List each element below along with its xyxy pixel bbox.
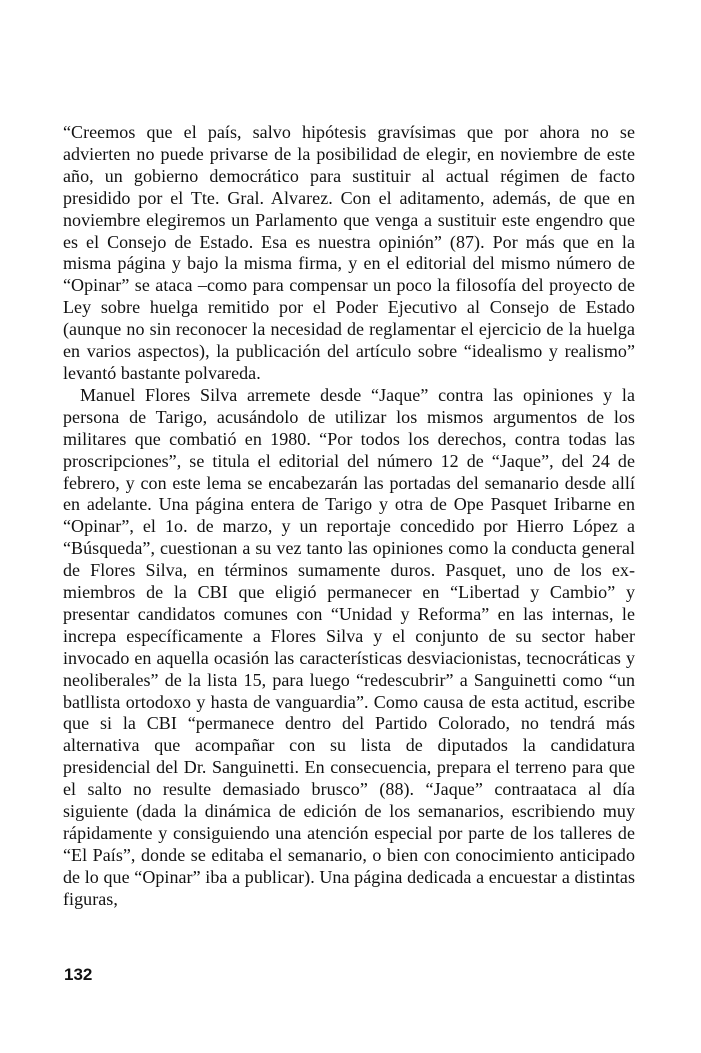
- paragraph-2: Manuel Flores Silva arremete desde “Jaque” contra las opiniones y la persona de Tarigo, acusándolo de utilizar los mismos argumentos de los militares que combatió en 1980. “Por todos los derechos, contra todas las proscripciones”, se titula el editorial del número 12 de “Jaque”, del 24 de febrero, y con este lema se encabezarán las portadas del semanario desde allí en adelante. Una página entera de Tarigo y otra de Ope Pasquet Iribarne en “Opinar”, el 1o. de marzo, y un reportaje concedido por Hierro López a “Búsqueda”, cuestionan a su vez tanto las opiniones como la conducta general de Flores Silva, en términos sumamente duros. Pasquet, uno de los ex-miembros de la CBI que eligió permanecer en “Libertad y Cambio” y presentar candidatos comunes con “Unidad y Reforma” en las internas, le increpa específicamente a Flores Silva y el conjunto de su sector haber invocado en aquella ocasión las características desviacionistas, tecnocráticas y neoliberales” de la lista 15, para luego “redescubrir” a Sanguinetti como “un batllista ortodoxo y hasta de vanguardia”. Como causa de esta actitud, escribe que si la CBI “permanece dentro del Partido Colorado, no tendrá más alternativa que acompañar con su lista de diputados la candidatura presidencial del Dr. Sanguinetti. En consecuencia, prepara el terreno para que el salto no resulte demasiado brusco” (88). “Jaque” contraataca al día siguiente (dada la dinámica de edición de los semanarios, escribiendo muy rápidamente y consiguiendo una atención especial por parte de los talleres de “El País”, donde se editaba el semanario, o bien con conocimiento anticipado de lo que “Opinar” iba a publicar). Una página dedicada a encuestar a distintas figuras,: [63, 384, 635, 909]
- paragraph-1: “Creemos que el país, salvo hipótesis gravísimas que por ahora no se advierten no puede privarse de la posibilidad de elegir, en noviembre de este año, un gobierno democrático para sustituir al actual régimen de facto presidido por el Tte. Gral. Alvarez. Con el aditamento, además, de que en noviembre elegiremos un Parlamento que venga a sustituir este engendro que es el Consejo de Estado. Esa es nuestra opinión” (87). Por más que en la misma página y bajo la misma firma, y en el editorial del mismo número de “Opinar” se ataca –como para compensar un poco la filosofía del proyecto de Ley sobre huelga remitido por el Poder Ejecutivo al Consejo de Estado (aunque no sin reconocer la necesidad de reglamentar el ejercicio de la huelga en varios aspectos), la publicación del artículo sobre “idealismo y realismo” levantó bastante polvareda.: [63, 122, 635, 383]
- page-number: 132: [64, 965, 93, 984]
- body-text: [63, 122, 635, 911]
